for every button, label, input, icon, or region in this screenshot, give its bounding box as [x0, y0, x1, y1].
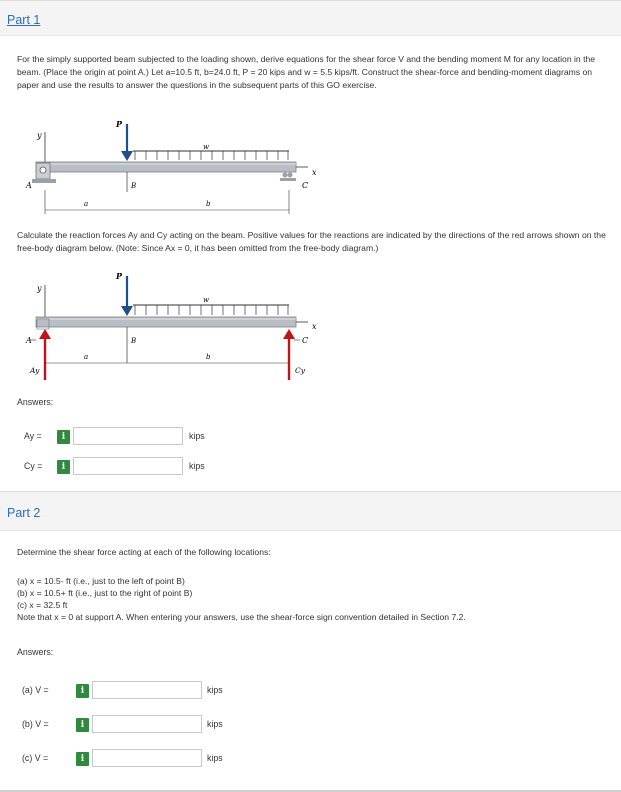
info-icon[interactable]: i	[76, 684, 89, 698]
point-b-label: B	[131, 182, 137, 190]
vb-unit: kips	[207, 719, 223, 729]
info-icon[interactable]: i	[76, 718, 89, 732]
part2-item-a: (a) x = 10.5- ft (i.e., just to the left of point B)	[17, 576, 185, 586]
part1-instruction: Calculate the reaction forces Ay and Cy acting on the beam. Positive values for the reactions are indicated by the directions of the red arrows shown on the free-body diagram below. (Note: Since Ax = 0, it has been omitted from the free-body diagram.)	[17, 230, 606, 253]
fbd-point-a-label: A	[26, 336, 32, 345]
answer-row-va	[0, 681, 621, 701]
beam-loading-diagram	[0, 118, 621, 218]
dim-b-label: b	[206, 200, 211, 208]
y-axis-label: y	[37, 131, 42, 140]
part2-title: Part 2	[7, 506, 41, 520]
x-axis-label: x	[312, 168, 317, 177]
answer-row-ay	[0, 427, 621, 447]
answer-row-vb	[0, 715, 621, 735]
cy-input[interactable]	[73, 457, 183, 475]
vb-input[interactable]	[92, 715, 202, 733]
vc-label: (c) V =	[22, 753, 49, 763]
va-unit: kips	[207, 685, 223, 695]
fbd-dim-b-label: b	[206, 353, 211, 361]
load-w-label: w	[203, 143, 209, 151]
info-icon[interactable]: i	[57, 460, 70, 474]
point-c-label: C	[302, 181, 309, 190]
part2-note: Note that x = 0 at support A. When entering your answers, use the shear-force sign convention detailed in Section 7.2.	[17, 612, 466, 622]
fbd-point-b-label: B	[131, 337, 137, 345]
ay-input[interactable]	[73, 427, 183, 445]
fbd-load-w-label: w	[203, 296, 209, 304]
va-label: (a) V =	[22, 685, 49, 695]
vc-unit: kips	[207, 753, 223, 763]
reaction-ay-label: Ay	[30, 366, 40, 375]
cy-unit: kips	[189, 461, 205, 471]
part1-answers-label: Answers:	[17, 397, 54, 407]
reaction-cy-label: Cy	[295, 366, 305, 375]
fbd-load-p-label: P	[116, 271, 123, 281]
info-icon[interactable]: i	[57, 430, 70, 444]
ay-label: Ay =	[24, 431, 42, 441]
free-body-diagram	[0, 265, 621, 385]
part1-intro: For the simply supported beam subjected to the loading shown, derive equations for the shear force V and the bending moment M for any location in the beam. (Place the origin at point A.) Let a=10.5 ft, b=24.0 ft, P = 20 kips and w = 5.5 kips/ft. Construct the shear-force and bending-moment diagrams on paper and use the results to answer the questions in the subsequent parts of this GO exercise.	[17, 54, 596, 90]
part2-item-c: (c) x = 32.5 ft	[17, 600, 68, 610]
fbd-distributed-load-arrows	[135, 305, 288, 315]
part2-header	[0, 491, 621, 531]
dim-a-label: a	[84, 200, 89, 208]
load-p-label: P	[116, 119, 123, 129]
vb-label: (b) V =	[22, 719, 49, 729]
answer-row-vc	[0, 749, 621, 769]
part2-answers-label: Answers:	[17, 647, 54, 657]
part2-item-b: (b) x = 10.5+ ft (i.e., just to the right of point B)	[17, 588, 193, 598]
cy-label: Cy =	[24, 461, 43, 471]
distributed-load-arrows	[135, 151, 288, 160]
part1-header	[0, 0, 621, 36]
fbd-y-axis-label: y	[37, 284, 42, 293]
answer-row-cy	[0, 457, 621, 477]
fbd-x-axis-label: x	[312, 322, 317, 331]
va-input[interactable]	[92, 681, 202, 699]
fbd-point-c-label: C	[302, 336, 309, 345]
ay-unit: kips	[189, 431, 205, 441]
info-icon[interactable]: i	[76, 752, 89, 766]
point-a-label: A	[26, 181, 32, 190]
vc-input[interactable]	[92, 749, 202, 767]
fbd-dim-a-label: a	[84, 353, 89, 361]
part2-intro: Determine the shear force acting at each of the following locations:	[17, 547, 271, 557]
part1-title[interactable]: Part 1	[7, 13, 41, 27]
